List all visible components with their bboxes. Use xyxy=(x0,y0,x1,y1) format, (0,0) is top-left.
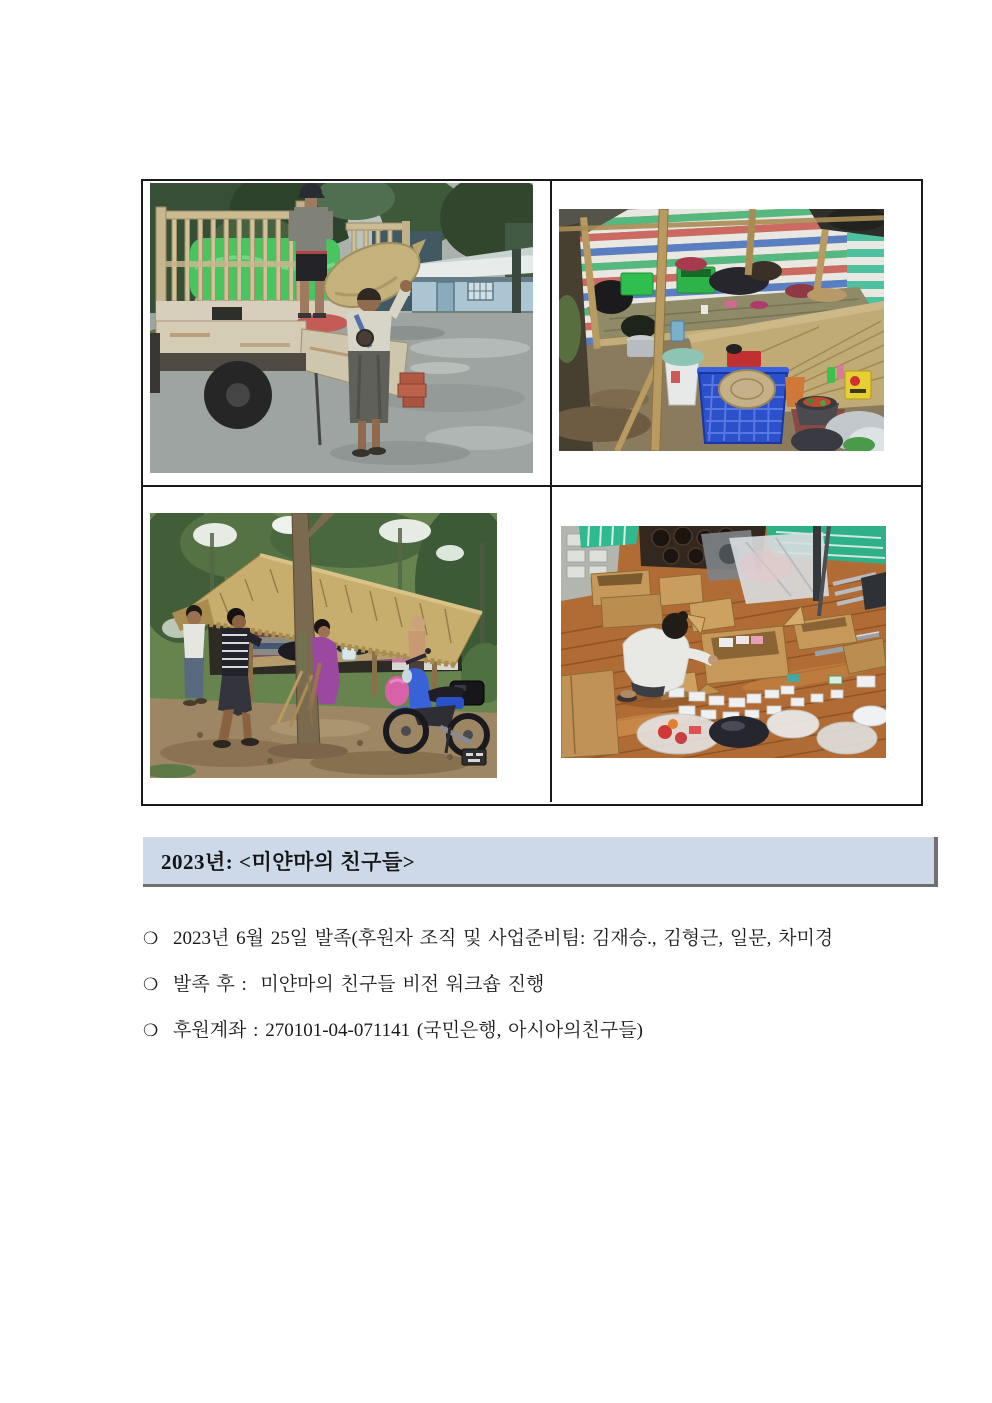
photo-shelter-interior xyxy=(559,209,884,451)
section-header-label: 2023년: <미얀마의 친구들> xyxy=(161,849,416,874)
relief-sorting-illustration xyxy=(561,526,886,758)
table-cell xyxy=(143,181,552,487)
bullet-item xyxy=(143,1019,953,1043)
photo-truck-loading xyxy=(150,183,533,473)
bullet-text: 후원계좌 : 270101-04-071141 (국민은행, 아시아의친구들) xyxy=(173,1020,643,1041)
circle-bullet-icon: ❍ xyxy=(143,1021,159,1040)
bullet-text: 발족 후 : 미얀마의 친구들 비전 워크숍 진행 xyxy=(173,974,545,995)
bullet-list xyxy=(143,927,953,1065)
table-cell xyxy=(552,487,921,802)
truck-loading-illustration xyxy=(150,183,533,473)
shelter-interior-illustration xyxy=(559,209,884,451)
bullet-item xyxy=(143,973,953,997)
table-cell xyxy=(552,181,921,487)
section-header xyxy=(143,837,938,887)
bullet-text: 2023년 6월 25일 발족(후원자 조직 및 사업준비팀: 김재승., 김형근, 일문, 차미경 xyxy=(173,928,834,949)
photo-thatched-hut xyxy=(150,513,497,778)
thatched-hut-illustration xyxy=(150,513,497,778)
table-cell xyxy=(143,487,552,802)
circle-bullet-icon: ❍ xyxy=(143,929,159,948)
photo-relief-sorting xyxy=(561,526,886,758)
circle-bullet-icon: ❍ xyxy=(143,975,159,994)
photo-table xyxy=(141,179,923,806)
bullet-item xyxy=(143,927,953,951)
